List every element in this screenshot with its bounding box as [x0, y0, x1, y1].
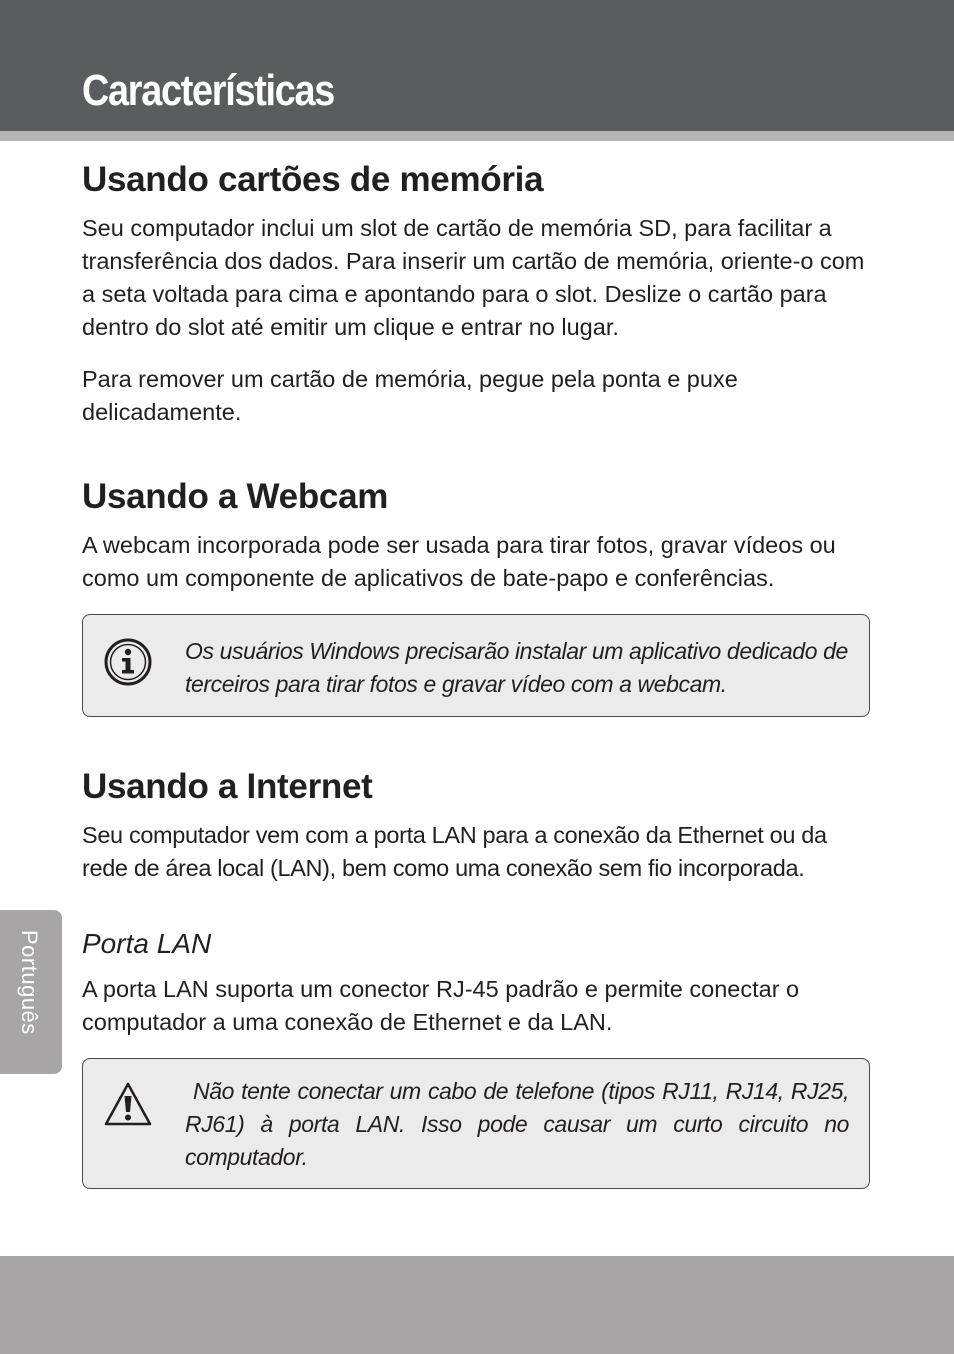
language-side-tab — [0, 910, 62, 1074]
webcam-paragraph: A webcam incorporada pode ser usada para tirar fotos, gravar vídeos ou como um componente de aplicativos de bate-papo e conferências. — [82, 532, 836, 591]
warning-icon — [103, 1081, 153, 1132]
memory-paragraph-1: Seu computador inclui um slot de cartão de memória SD, para facilitar a transferência dos dados. Para inserir um cartão de memória, oriente-o com a seta voltada para cima e apontando para o slot. Deslize o cartão para dentro do slot até emitir um clique e entrar no lugar. — [82, 215, 865, 340]
lan-warning-text: Não tente conectar um cabo de telefone (tipos RJ11, RJ14, RJ25, RJ61) à porta LAN. Isso pode causar um curto circuito no computador. — [185, 1078, 849, 1170]
page-title: Características — [82, 66, 335, 115]
internet-paragraph: Seu computador vem com a porta LAN para a conexão da Ethernet ou da rede de área local (LAN), bem como uma conexão sem fio incorporada. — [82, 822, 827, 881]
webcam-note-text: Os usuários Windows precisarão instalar um aplicativo dedicado de terceiros para tirar fotos e gravar vídeo com a webcam. — [185, 638, 848, 697]
webcam-heading: Usando a Webcam — [82, 477, 389, 516]
footer-bar — [0, 1256, 954, 1354]
memory-paragraph-2: Para remover um cartão de memória, pegue pela ponta e puxe delicadamente. — [82, 366, 738, 425]
internet-heading: Usando a Internet — [82, 767, 373, 806]
lan-warning-note — [82, 1058, 870, 1189]
lan-port-subheading: Porta LAN — [82, 928, 212, 959]
header-stripe — [0, 131, 954, 141]
memory-heading: Usando cartões de memória — [82, 160, 544, 199]
lan-port-paragraph: A porta LAN suporta um conector RJ-45 padrão e permite conectar o computador a uma conexão de Ethernet e da LAN. — [82, 976, 800, 1035]
webcam-info-note — [82, 614, 870, 717]
language-tab-label: Português — [17, 930, 42, 1035]
info-icon — [103, 637, 153, 692]
